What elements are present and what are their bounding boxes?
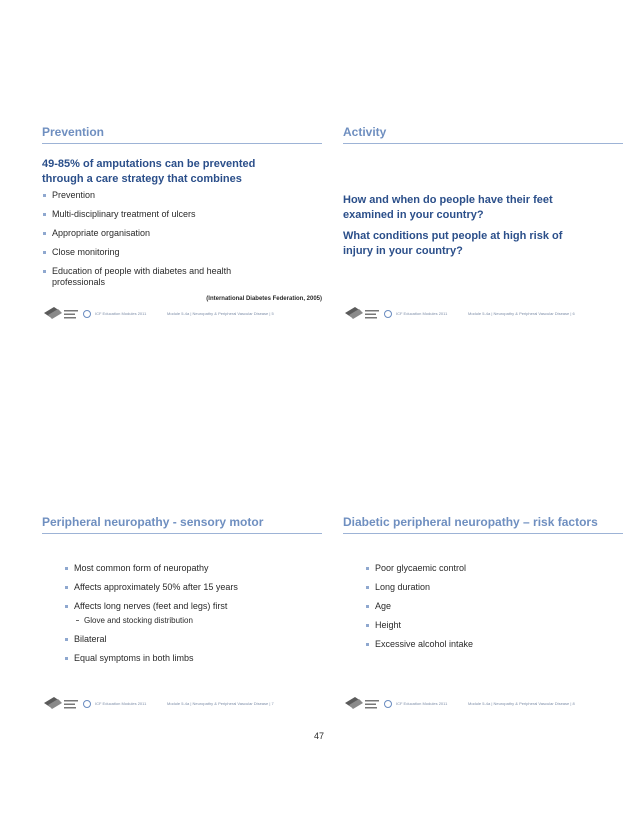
bullet-item: Close monitoring <box>42 247 272 258</box>
circle-logo-icon <box>83 310 91 318</box>
idf-logo-icon <box>44 697 80 713</box>
footer-module: Module 5-4a | Neuropathy & Peripheral Vascular Disease | 7 <box>167 701 274 706</box>
circle-logo-icon <box>83 700 91 708</box>
idf-logo-icon <box>44 307 80 323</box>
slide-title: Prevention <box>42 125 105 139</box>
bullet-item: Long duration <box>365 582 595 593</box>
slide-prevention <box>42 125 322 325</box>
title-divider <box>42 533 322 534</box>
title-divider <box>42 143 322 144</box>
bullet-item: Multi-disciplinary treatment of ulcers <box>42 209 272 220</box>
slide-peripheral-neuropathy <box>42 515 322 715</box>
footer-org: ICF Education Modules 2011 <box>95 311 147 316</box>
bullet-item: Affects approximately 50% after 15 years <box>64 582 294 593</box>
bullet-item: Most common form of neuropathy <box>64 563 294 574</box>
slide-title: Peripheral neuropathy - sensory motor <box>42 515 264 529</box>
footer-org: ICF Education Modules 2011 <box>95 701 147 706</box>
footer-org: ICF Education Modules 2011 <box>396 701 448 706</box>
idf-logo-icon <box>345 697 381 713</box>
slide-footer <box>343 307 623 323</box>
bullet-item: Education of people with diabetes and health professionals <box>42 266 272 288</box>
footer-module: Module 5-4a | Neuropathy & Peripheral Vascular Disease | 8 <box>468 701 575 706</box>
bullet-item: Appropriate organisation <box>42 228 272 239</box>
slide-risk-factors <box>343 515 623 715</box>
slide-footer <box>42 307 322 323</box>
slide-subtitle: 49-85% of amputations can be prevented through a care strategy that combines <box>42 158 256 185</box>
bullet-item: Equal symptoms in both limbs <box>64 653 294 664</box>
title-divider <box>343 533 623 534</box>
bullet-item: Age <box>365 601 595 612</box>
bullet-item: Affects long nerves (feet and legs) first <box>64 601 294 612</box>
title-divider <box>343 143 623 144</box>
page-number: 47 <box>313 731 324 741</box>
bullet-item: Excessive alcohol intake <box>365 639 595 650</box>
slide-activity <box>343 125 623 325</box>
footer-module: Module 5-4a | Neuropathy & Peripheral Vascular Disease | 5 <box>167 311 274 316</box>
slide-title: Activity <box>343 125 387 139</box>
bullet-item: Bilateral <box>64 634 294 645</box>
slide-footer <box>343 697 623 713</box>
slide-title: Diabetic peripheral neuropathy – risk factors <box>343 515 598 529</box>
bullet-item: Prevention <box>42 190 272 201</box>
footer-module: Module 5-4a | Neuropathy & Peripheral Vascular Disease | 6 <box>468 311 575 316</box>
bullet-item: Height <box>365 620 595 631</box>
activity-question: What conditions put people at high risk of injury in your country? <box>343 230 563 257</box>
footer-org: ICF Education Modules 2011 <box>396 311 448 316</box>
slide-footer <box>42 697 322 713</box>
circle-logo-icon <box>384 700 392 708</box>
sub-bullet-item: Glove and stocking distribution <box>64 615 294 626</box>
citation: (International Diabetes Federation, 2005) <box>206 296 322 302</box>
idf-logo-icon <box>345 307 381 323</box>
activity-question: How and when do people have their feet examined in your country? <box>343 194 553 221</box>
bullet-list <box>365 563 595 658</box>
bullet-item: Poor glycaemic control <box>365 563 595 574</box>
bullet-list <box>64 563 294 672</box>
bullet-list <box>42 190 272 296</box>
circle-logo-icon <box>384 310 392 318</box>
